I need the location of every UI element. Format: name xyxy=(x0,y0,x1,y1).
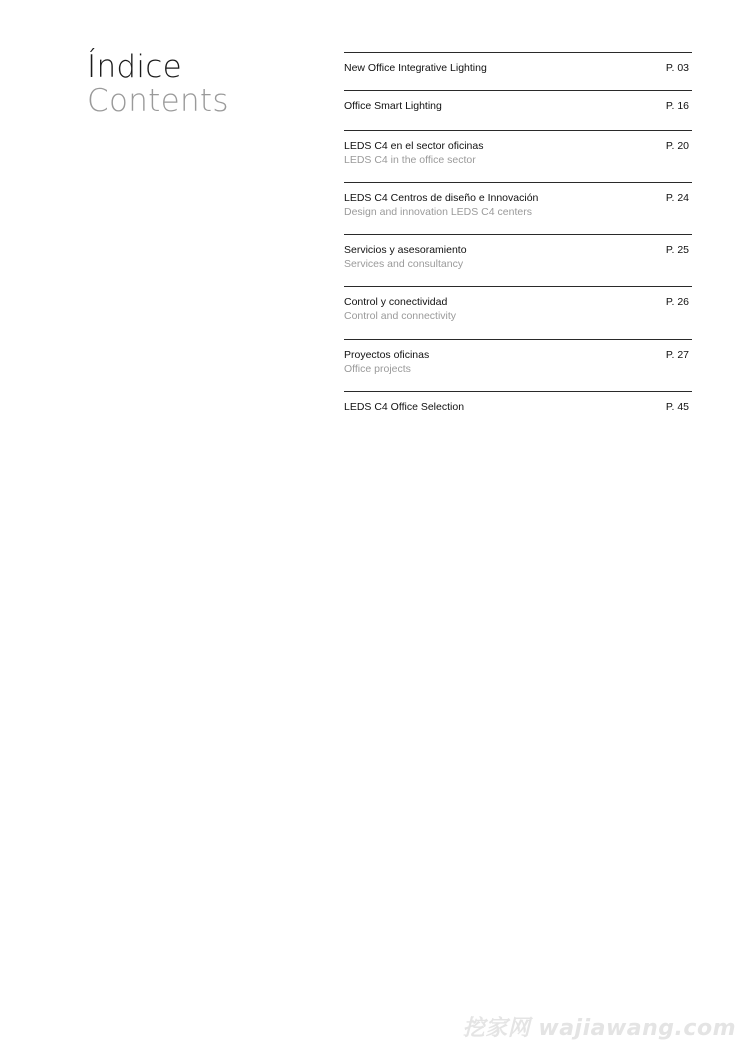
toc-entry-subtitle: Design and innovation LEDS C4 centers xyxy=(344,206,532,218)
toc-entry-subtitle: Control and connectivity xyxy=(344,310,457,322)
toc-entry-title: LEDS C4 Office Selection xyxy=(344,401,465,413)
heading-title-english: Contents xyxy=(87,83,229,119)
toc-entry[interactable] xyxy=(344,234,692,287)
page-heading xyxy=(87,50,229,118)
toc-entry[interactable] xyxy=(344,286,692,339)
toc-entry-page: P. 24 xyxy=(665,192,689,204)
toc-entry-title: Control y conectividad xyxy=(344,296,448,308)
toc-entry-page: P. 16 xyxy=(665,100,689,112)
toc-entry-page: P. 03 xyxy=(665,62,689,74)
toc-entry-title: LEDS C4 en el sector oficinas xyxy=(344,140,484,152)
toc-entry-subtitle: LEDS C4 in the office sector xyxy=(344,154,476,166)
toc-entry-subtitle: Services and consultancy xyxy=(344,258,464,270)
toc-entry[interactable] xyxy=(344,90,692,131)
toc-entry[interactable] xyxy=(344,339,692,392)
toc-entry-title: LEDS C4 Centros de diseño e Innovación xyxy=(344,192,539,204)
toc-entry[interactable] xyxy=(344,52,692,91)
toc-entry-page: P. 45 xyxy=(665,401,689,413)
toc-entry-subtitle: Office projects xyxy=(344,363,411,375)
toc-entry-page: P. 25 xyxy=(665,244,689,256)
toc-entry-title: Servicios y asesoramiento xyxy=(344,244,467,256)
watermark: 挖家网 wajiawang.com xyxy=(462,1016,736,1041)
toc-entry-page: P. 27 xyxy=(665,349,689,361)
toc-entry-title: New Office Integrative Lighting xyxy=(344,62,487,74)
toc-entry[interactable] xyxy=(344,130,692,183)
toc-entry-page: P. 26 xyxy=(665,296,689,308)
toc-entry-title: Office Smart Lighting xyxy=(344,100,442,112)
toc-entry-title: Proyectos oficinas xyxy=(344,349,430,361)
toc-entry[interactable] xyxy=(344,391,692,432)
heading-title-spanish: Índice xyxy=(87,49,182,85)
toc-entry[interactable] xyxy=(344,182,692,235)
toc-entry-page: P. 20 xyxy=(665,140,689,152)
